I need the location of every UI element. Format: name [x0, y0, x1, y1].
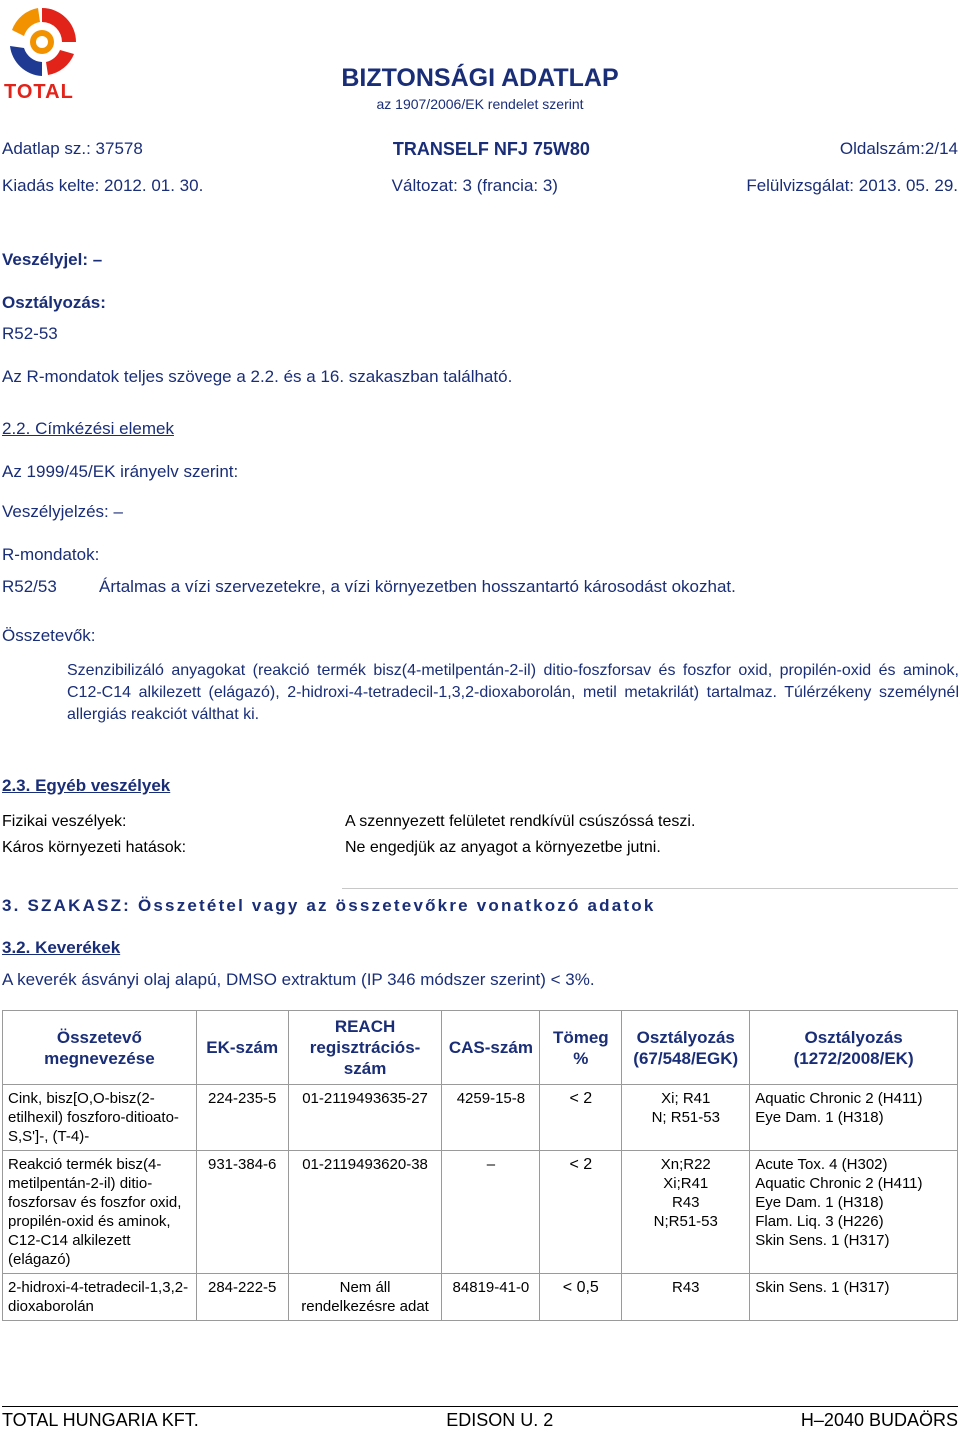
footer-divider: [2, 1406, 958, 1407]
reach-number: 01-2119493620-38: [288, 1151, 442, 1274]
logo-text: TOTAL: [4, 81, 74, 103]
section-3-heading: 3. SZAKASZ: Összetétel vagy az összetevőkre vonatkozó adatok: [2, 896, 656, 915]
header-row-2: [2, 176, 958, 196]
mass-percent: < 2: [540, 1151, 622, 1274]
column-header: Összetevő megnevezése: [3, 1011, 197, 1085]
column-header: Osztályozás (67/548/EGK): [622, 1011, 750, 1085]
component-name: Reakció termék bisz(4-metilpentán-2-il) ditio-foszforsav és foszfor oxid, propilén-oxid és aminok, C12-C14 alkilezett (elágazó): [3, 1151, 197, 1274]
footer-city: H–2040 BUDAÖRS: [800, 1410, 958, 1430]
revision-date: Felülvizsgálat: 2013. 05. 29.: [746, 176, 958, 195]
r-phrases-label: R-mondatok:: [2, 545, 100, 564]
classification-67-548: Xi; R41 N; R51-53: [622, 1085, 750, 1151]
column-header: Tömeg %: [540, 1011, 622, 1085]
classification-1272-2008: Acute Tox. 4 (H302) Aquatic Chronic 2 (H411) Eye Dam. 1 (H318) Flam. Liq. 3 (H226) Skin Sens. 1 (H317): [750, 1151, 958, 1274]
cas-number: 84819-41-0: [442, 1274, 540, 1321]
cas-number: –: [442, 1151, 540, 1274]
physical-hazards-label: Fizikai veszélyek:: [2, 813, 127, 830]
section-2-3-heading: 2.3. Egyéb veszélyek: [2, 776, 171, 795]
reach-number: 01-2119493635-27: [288, 1085, 442, 1151]
classification-1272-2008: Skin Sens. 1 (H317): [750, 1274, 958, 1321]
mass-percent: < 0,5: [540, 1274, 622, 1321]
section-3-2-heading: 3.2. Keverékek: [2, 938, 121, 957]
product-name: TRANSELF NFJ 75W80: [392, 139, 590, 159]
document-subtitle: az 1907/2006/EK rendelet szerint: [376, 96, 584, 112]
table-row: [3, 1151, 958, 1274]
r-phrases-note: Az R-mondatok teljes szövege a 2.2. és a 16. szakaszban található.: [2, 367, 513, 386]
component-name: Cink, bisz[O,O-bisz(2-etilhexil) foszforo-ditioato-S,S']-, (T-4)-: [3, 1085, 197, 1151]
column-header: EK-szám: [196, 1011, 288, 1085]
ec-number: 284-222-5: [196, 1274, 288, 1321]
components-text: Szenzibilizáló anyagokat (reakció termék bisz(4-metilpentán-2-il) ditio-foszforsav és foszfor oxid, propilén-oxid és aminok, C12-C14 alkilezett (elágazó), 2-hidroxi-4-tetradecil-1,3,2-dioxaborolán, metil metakrilát) tartalmaz. Túlérzékeny személynél allergiás reakciót válthat ki.: [67, 662, 959, 723]
page-number: Oldalszám:2/14: [839, 139, 958, 158]
reach-number: Nem áll rendelkezésre adat: [288, 1274, 442, 1321]
mixture-note: A keverék ásványi olaj alapú, DMSO extraktum (IP 346 módszer szerint) < 3%.: [2, 970, 595, 989]
table-header-row: [3, 1011, 958, 1085]
issue-date: Kiadás kelte: 2012. 01. 30.: [2, 176, 204, 195]
version: Változat: 3 (francia: 3): [391, 176, 558, 195]
physical-hazards-value: A szennyezett felületet rendkívül csúszóssá teszi.: [345, 813, 696, 830]
column-header: CAS-szám: [442, 1011, 540, 1085]
section-2-2-heading: 2.2. Címkézési elemek: [2, 419, 174, 438]
environmental-effects-value: Ne engedjük az anyagot a környezetbe jutni.: [345, 839, 661, 856]
hazard-labelling: Veszélyjelzés: –: [2, 502, 123, 521]
cas-number: 4259-15-8: [442, 1085, 540, 1151]
classification-label: Osztályozás:: [2, 293, 106, 312]
r-text: Ártalmas a vízi szervezetekre, a vízi környezetben hosszantartó károsodást okozhat.: [99, 577, 736, 596]
section-divider: [342, 888, 958, 889]
column-header: REACH regisztrációs-szám: [288, 1011, 442, 1085]
table-row: [3, 1274, 958, 1321]
environmental-effects-label: Káros környezeti hatások:: [2, 839, 187, 856]
column-header: Osztályozás (1272/2008/EK): [750, 1011, 958, 1085]
document-title: BIZTONSÁGI ADATLAP: [341, 64, 619, 92]
directive-text: Az 1999/45/EK irányelv szerint:: [2, 462, 239, 481]
footer-company: TOTAL HUNGARIA KFT.: [2, 1410, 199, 1430]
footer-street: EDISON U. 2: [446, 1410, 554, 1430]
classification-1272-2008: Aquatic Chronic 2 (H411) Eye Dam. 1 (H318): [750, 1085, 958, 1151]
ec-number: 224-235-5: [196, 1085, 288, 1151]
hazard-symbol-label: Veszélyjel: –: [2, 250, 103, 269]
classification-67-548: R43: [622, 1274, 750, 1321]
mass-percent: < 2: [540, 1085, 622, 1151]
footer: [2, 1410, 958, 1431]
composition-table: [2, 1010, 958, 1321]
ec-number: 931-384-6: [196, 1151, 288, 1274]
r-code: R52/53: [2, 577, 57, 596]
header-row-1: [2, 139, 958, 160]
sheet-number: Adatlap sz.: 37578: [2, 139, 143, 158]
table-row: [3, 1085, 958, 1151]
classification-67-548: Xn;R22 Xi;R41 R43 N;R51-53: [622, 1151, 750, 1274]
classification-value: R52-53: [2, 324, 58, 343]
component-name: 2-hidroxi-4-tetradecil-1,3,2-dioxaborolán: [3, 1274, 197, 1321]
components-label: Összetevők:: [2, 626, 96, 645]
